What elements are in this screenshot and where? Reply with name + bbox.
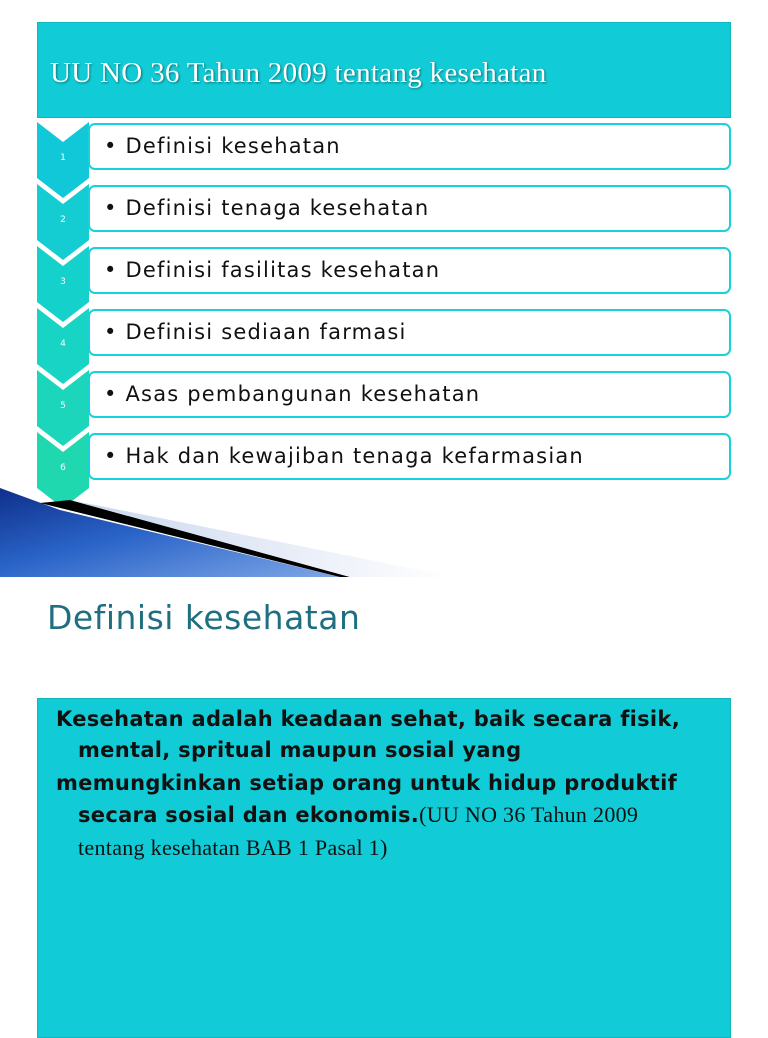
step-1-box bbox=[88, 123, 731, 170]
step-2-label: • Definisi tenaga kesehatan bbox=[104, 196, 430, 220]
step-5-box bbox=[88, 371, 731, 418]
definition-line-4: secara sosial dan ekonomis.(UU NO 36 Tahun 2009 bbox=[78, 802, 639, 827]
definition-line-3: memungkinkan setiap orang untuk hidup produktif bbox=[56, 771, 678, 795]
step-3-label: • Definisi fasilitas kesehatan bbox=[104, 258, 441, 282]
step-6-label: • Hak dan kewajiban tenaga kefarmasian bbox=[104, 444, 584, 468]
step-4-number: 4 bbox=[60, 339, 66, 349]
definition-line-2: mental, spritual maupun sosial yang bbox=[78, 738, 522, 762]
step-3-number: 3 bbox=[60, 277, 66, 287]
definition-line-5 bbox=[78, 832, 738, 864]
step-5-number: 5 bbox=[60, 401, 66, 411]
definition-box bbox=[37, 698, 731, 1038]
step-2-number: 2 bbox=[60, 215, 66, 225]
step-5-label: • Asas pembangunan kesehatan bbox=[104, 382, 481, 406]
reference-part-2: tentang kesehatan BAB 1 Pasal 1) bbox=[78, 835, 388, 860]
step-6-number: 6 bbox=[60, 463, 66, 473]
definition-line-1: Kesehatan adalah keadaan sehat, baik secara fisik, bbox=[56, 707, 680, 731]
step-3-box bbox=[88, 247, 731, 294]
step-4-box bbox=[88, 309, 731, 356]
step-4-label: • Definisi sediaan farmasi bbox=[104, 320, 407, 344]
title-banner bbox=[37, 22, 731, 118]
reference-part-1: (UU NO 36 Tahun 2009 bbox=[419, 802, 639, 827]
step-1-label: • Definisi kesehatan bbox=[104, 134, 341, 158]
slide-1-title: UU NO 36 Tahun 2009 tentang kesehatan bbox=[50, 57, 547, 89]
decorative-swoosh bbox=[0, 450, 768, 577]
slide-2-title: Definisi kesehatan bbox=[47, 598, 361, 637]
step-2-box bbox=[88, 185, 731, 232]
step-1-number: 1 bbox=[60, 153, 66, 163]
